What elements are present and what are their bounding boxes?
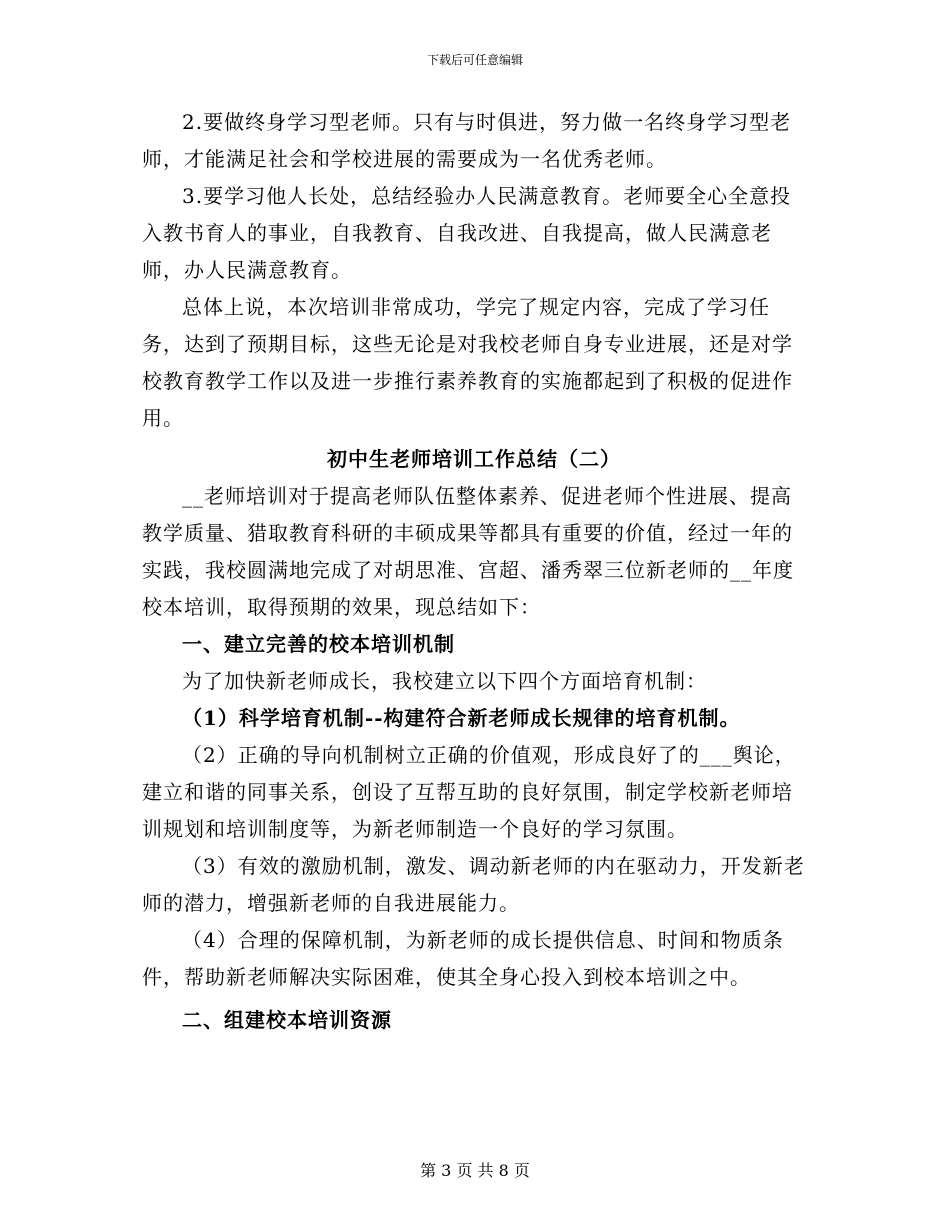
paragraph-intro: __老师培训对于提高老师队伍整体素养、促进老师个性进展、提高教学质量、猎取教育科研的丰硕成果等都具有重要的价值，经过一年的实践，我校圆满地完成了对胡思准、宫超、潘秀翠三位新老师的__年度校本培训，取得预期的效果，现总结如下： bbox=[142, 484, 794, 619]
paragraph-support-mechanism: （4）合理的保障机制，为新老师的成长提供信息、时间和物质条件，帮助新老师解决实际困难，使其全身心投入到校本培训之中。 bbox=[142, 928, 784, 989]
document-body bbox=[142, 104, 806, 1039]
paragraph-overall-summary: 总体上说，本次培训非常成功，学完了规定内容，完成了学习任务，达到了预期目标，这些无论是对我校老师自身专业进展，还是对学校教育教学工作以及进一步推行素养教育的实施都起到了积极的促进作用。 bbox=[142, 295, 793, 430]
paragraph-incentive-mechanism: （3）有效的激励机制，激发、调动新老师的内在驱动力，开发新老师的潜力，增强新老师的自我进展能力。 bbox=[142, 854, 805, 915]
heading-training-resources: 二、组建校本培训资源 bbox=[182, 1008, 392, 1032]
heading-training-mechanism: 一、建立完善的校本培训机制 bbox=[182, 632, 455, 656]
paragraph-guidance-mechanism: （2）正确的导向机制树立正确的价值观，形成良好了的___舆论，建立和谐的同事关系，创设了互帮互助的良好氛围，制定学校新老师培训规划和培训制度等，为新老师制造一个良好的学习氛围。 bbox=[142, 743, 796, 841]
paragraph-lifelong-learning: 2.要做终身学习型老师。只有与时俱进，努力做一名终身学习型老师，才能满足社会和学校进展的需要成为一名优秀老师。 bbox=[142, 110, 792, 171]
paragraph-learn-from-others: 3.要学习他人长处，总结经验办人民满意教育。老师要全心全意投入教书育人的事业，自我教育、自我改进、自我提高，做人民满意老师，办人民满意教育。 bbox=[142, 184, 792, 282]
page-footer: 第 3 页 共 8 页 bbox=[420, 1161, 530, 1180]
page-header: 下载后可任意编辑 bbox=[426, 53, 523, 67]
heading-scientific-mechanism: （1）科学培育机制--构建符合新老师成长规律的培育机制。 bbox=[182, 706, 741, 730]
paragraph-mechanism-intro: 为了加快新老师成长，我校建立以下四个方面培育机制： bbox=[182, 669, 707, 693]
section-title: 初中生老师培训工作总结（二） bbox=[327, 447, 621, 471]
